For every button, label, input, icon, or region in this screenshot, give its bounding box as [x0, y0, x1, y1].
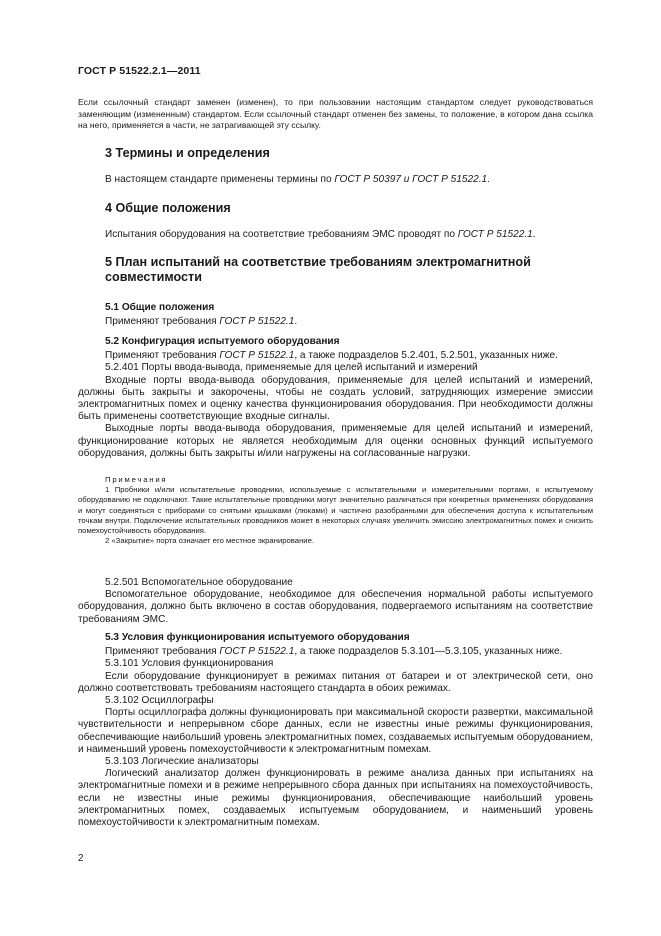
section-3-text: В настоящем стандарте применены термины по ГОСТ Р 50397 и ГОСТ Р 51522.1. [105, 174, 490, 185]
page-number: 2 [78, 853, 84, 864]
standard-reference: ГОСТ Р 51522.1 [457, 229, 533, 240]
clause-5-2-501-title: 5.2.501 Вспомогательное оборудование [105, 577, 293, 588]
clause-5-3-101-title: 5.3.101 Условия функционирования [105, 658, 274, 670]
section-4-text: Испытания оборудования на соответствие требованиям ЭМС проводят по ГОСТ Р 51522.1. [105, 229, 536, 240]
subsection-5-1: 5.1 Общие положения Применяют требования ГОСТ Р 51522.1. [78, 302, 593, 328]
subsection-5-1-title: 5.1 Общие положения [105, 302, 215, 313]
note-1: 1 Пробники и/или испытательные проводники, используемые с испытательными и измерительными портами, к испытуемому оборудованию не подключают. Такие испытательные проводники могут значительно различаться при конкретных применениях оборудования и могут соединяться с приборами со снятыми крышками (люками) и частично разобранными для обеспечения доступа к испытательным точкам внутри. Подключение испытательных проводников может в некоторых случаях увеличить эмиссию электромагнитных помех и снизить помехоустойчивость оборудования. [78, 485, 593, 536]
paragraph: Входные порты ввода-вывода оборудования, применяемые для целей испытаний и измерений, должны быть закрыты и закорочены, чтобы не создать условий, затрудняющих измерение эмиссии электромагнитных помех и оценку качества функционирования оборудования. При необходимости должны быть применены соответствующие входные сигналы. [78, 374, 593, 423]
paragraph: Если оборудование функционирует в режимах питания от батареи и от электрической сети, оно должно соответствовать требованиям настоящего стандарта в обоих режимах. [78, 670, 593, 694]
standard-reference: ГОСТ Р 51522.1 [219, 646, 295, 658]
notes-title: Примечания [105, 475, 168, 484]
subsection-5-2: 5.2 Конфигурация испытуемого оборудования Применяют требования ГОСТ Р 51522.1, а также подразделов 5.2.401, 5.2.501, указанных ниже. 5.2.401 Порты ввода-вывода, применяемые для целей испытаний и измерений Входные порты ввода-вывода оборудования, применяемые для целей испытаний и измерений, должны быть закрыты и закорочены, чтобы не создать условий, затрудняющих измерение эмиссии электромагнитных помех и оценку качества функционирования оборудования. При необходимости должны быть применены соответствующие входные сигналы. Выходные порты ввода-вывода оборудования, применяемые для целей испытаний и измерений, функционирование которых не является необходимым для оценки основных функций испытуемого оборудования, должны быть закрыты и/или нагружены на согласованные нагрузки. [78, 336, 593, 459]
subsection-5-2-title: 5.2 Конфигурация испытуемого оборудования [105, 336, 340, 347]
section-5: 5 План испытаний на соответствие требованиям электромагнитной совместимости [78, 255, 593, 285]
paragraph: Вспомогательное оборудование, необходимое для обеспечения нормальной работы испытуемого оборудования, должно быть включено в состав оборудования, подвергаемого испытаниям на соответствие требованиям ЭМС. [78, 589, 593, 625]
standard-reference: ГОСТ Р 50397 и ГОСТ Р 51522.1 [334, 174, 488, 185]
clause-5-2-401-title: 5.2.401 Порты ввода-вывода, применяемые для целей испытаний и измерений [105, 362, 478, 374]
standard-reference: ГОСТ Р 51522.1 [219, 316, 295, 328]
section-4-title: 4 Общие положения [105, 201, 231, 215]
section-5-title: 5 План испытаний на соответствие требованиям электромагнитной [105, 255, 531, 269]
clause-5-2-501 [78, 577, 593, 626]
section-4 [78, 201, 593, 216]
paragraph: Логический анализатор должен функционировать в режиме анализа данных при испытаниях на электромагнитные помехи и в режиме непрерывного сбора данных при испытаниях на помехоустойчивость, если не известны иные режимы функционирования, обеспечивающие наибольший уровень электромагнитных помех, создаваемых испытуемым оборудованием, и наименьший уровень помехоустойчивости к электромагнитным помехам. [78, 768, 593, 829]
paragraph: Порты осциллографа должны функционировать при максимальной скорости развертки, максимальной чувствительности и непрерывном сборе данных, если не известны иные режимы функционирования, обеспечивающие наибольший уровень электромагнитных помех, создаваемых испытуемым оборудованием, и наименьший уровень помехоустойчивости к электромагнитным помехам. [78, 707, 593, 755]
standard-reference: ГОСТ Р 51522.1 [219, 350, 295, 362]
document-header: ГОСТ Р 51522.2.1—2011 [78, 65, 201, 77]
paragraph: Выходные порты ввода-вывода оборудования, применяемые для целей испытаний и измерений, функционирование которых не является необходимым для оценки основных функций испытуемого оборудования, должны быть закрыты и/или нагружены на согласованные нагрузки. [78, 423, 593, 459]
clause-5-3-103-title: 5.3.103 Логические анализаторы [105, 756, 259, 768]
clause-5-3-102-title: 5.3.102 Осциллографы [105, 695, 214, 707]
intro-paragraph: Если ссылочный стандарт заменен (изменен), то при пользовании настоящим стандартом следует руководствоваться заменяющим (измененным) стандартом. Если ссылочный стандарт отменен без замены, то положение, в котором дана ссылка на него, применяется в части, не затрагивающей эту ссылку. [78, 97, 593, 131]
section-3-title: 3 Термины и определения [105, 146, 270, 160]
notes [78, 475, 593, 546]
subsection-5-3-title: 5.3 Условия функционирования испытуемого оборудования [105, 632, 410, 643]
section-3 [78, 146, 593, 161]
subsection-5-3: 5.3 Условия функционирования испытуемого оборудования Применяют требования ГОСТ Р 51522.1, а также подразделов 5.3.101—5.3.105, указанных ниже. 5.3.101 Условия функционирования Если оборудование функционирует в режимах питания от батареи и от электрической сети, оно должно соответствовать требованиям настоящего стандарта в обоих режимах. 5.3.102 Осциллографы Порты осциллографа должны функционировать при максимальной скорости развертки, максимальной чувствительности и непрерывном сборе данных, если не известны иные режимы функционирования, обеспечивающие наибольший уровень электромагнитных помех, создаваемых испытуемым оборудованием, и наименьший уровень помехоустойчивости к электромагнитным помехам. 5.3.103 Логические анализаторы Логический анализатор должен функционировать в режиме анализа данных при испытаниях на электромагнитные помехи и в режиме непрерывного сбора данных при испытаниях на помехоустойчивость, если не известны иные режимы функционирования, обеспечивающие наибольший уровень электромагнитных помех, создаваемых испытуемым оборудованием, и наименьший уровень помехоустойчивости к электромагнитным помехам. [78, 632, 593, 829]
note-2: 2 «Закрытие» порта означает его местное экранирование. [105, 536, 315, 546]
